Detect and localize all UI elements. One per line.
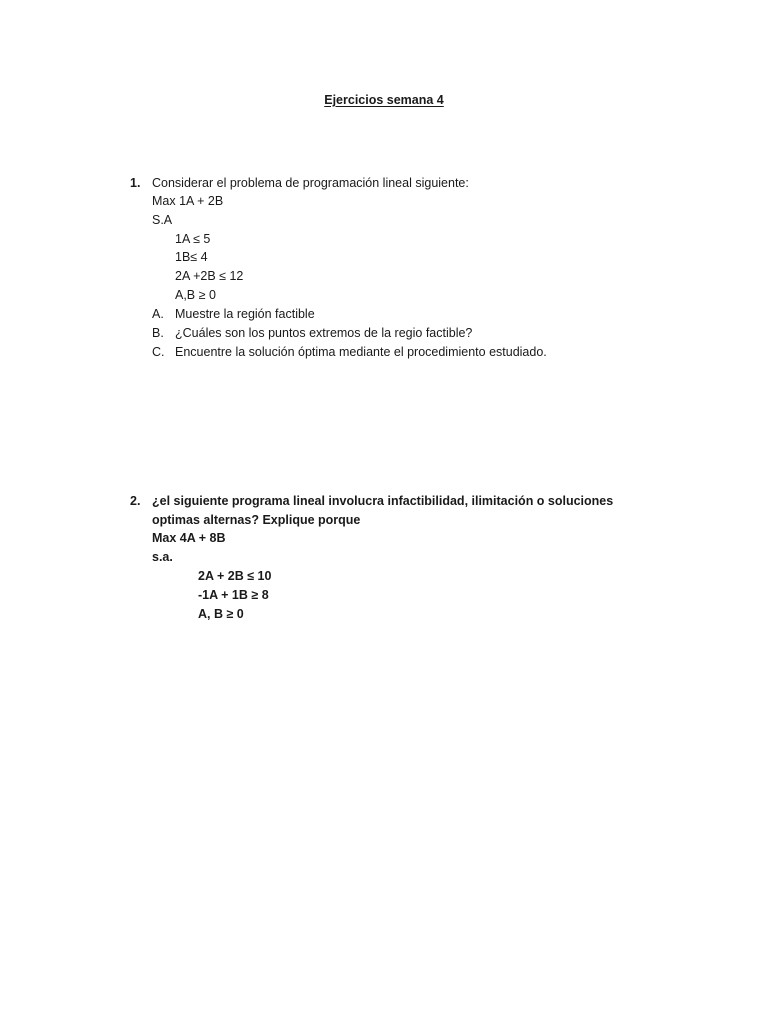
exercise-1-statement: Considerar el problema de programación lineal siguiente: [152, 176, 469, 190]
exercise-2-objective: Max 4A + 8B [152, 531, 226, 545]
question-text: ¿Cuáles son los puntos extremos de la regio factible? [175, 326, 473, 340]
exercise-2-number: 2. [130, 494, 141, 508]
exercise-2-statement-line-2: optimas alternas? Explique porque [152, 513, 361, 527]
exercise-1-constraint: 1B≤ 4 [175, 250, 208, 264]
exercise-2-constraint: A, B ≥ 0 [198, 607, 244, 621]
question-letter: B. [152, 326, 164, 340]
exercise-1-number: 1. [130, 176, 141, 190]
exercise-1-constraint: A,B ≥ 0 [175, 288, 216, 302]
question-letter: A. [152, 307, 164, 321]
exercise-2-subject-to: s.a. [152, 550, 173, 564]
exercise-2-statement-line-1: ¿el siguiente programa lineal involucra infactibilidad, ilimitación o soluciones [152, 494, 614, 508]
question-text: Encuentre la solución óptima mediante el procedimiento estudiado. [175, 345, 547, 359]
exercise-1-constraint: 2A +2B ≤ 12 [175, 269, 244, 283]
question-letter: C. [152, 345, 165, 359]
document-title-text: Ejercicios semana 4 [324, 93, 444, 107]
exercise-1-constraint: 1A ≤ 5 [175, 232, 211, 246]
exercise-1-subject-to: S.A [152, 213, 173, 227]
exercise-2-constraint: 2A + 2B ≤ 10 [198, 569, 272, 583]
exercise-1-objective: Max 1A + 2B [152, 194, 224, 208]
document-title [0, 92, 768, 109]
exercise-2-constraint: -1A + 1B ≥ 8 [198, 588, 269, 602]
question-text: Muestre la región factible [175, 307, 315, 321]
